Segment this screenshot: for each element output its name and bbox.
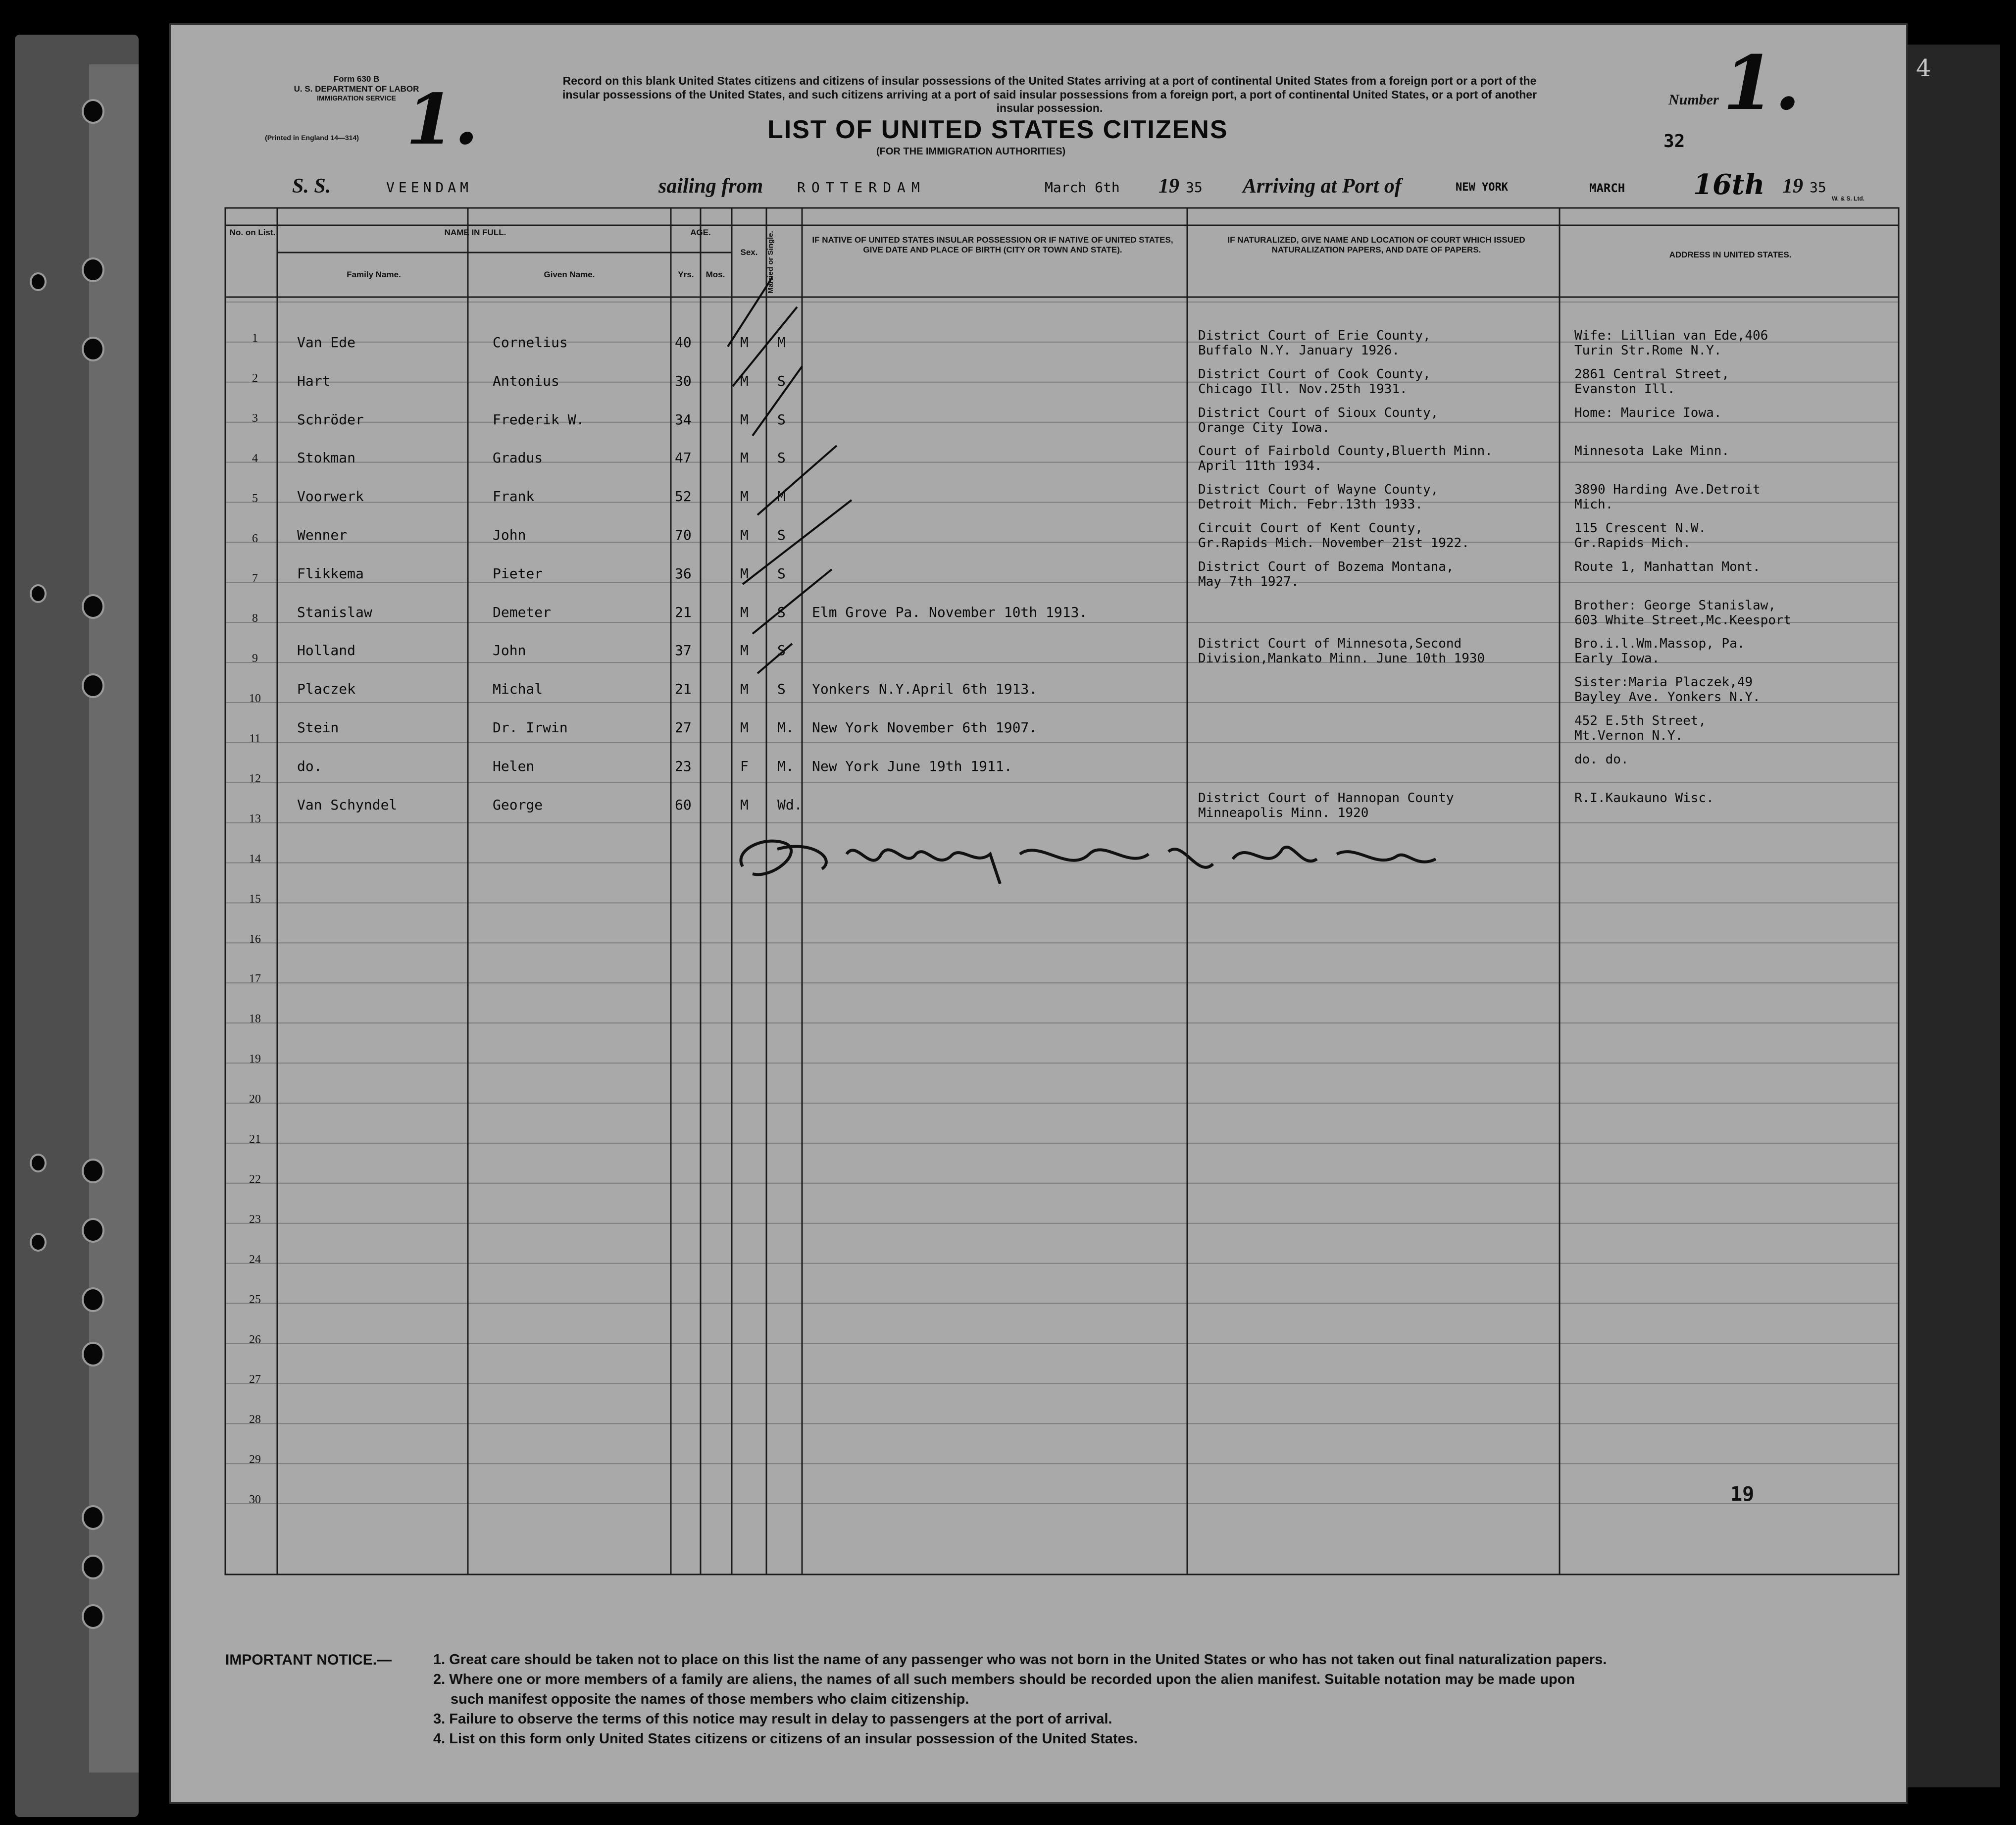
stamp-number: 32 (1663, 131, 1685, 152)
given-name: Gradus (493, 450, 543, 466)
header-age: AGE. (690, 228, 711, 237)
line-number: 2 (252, 371, 258, 385)
court-line-2: Buffalo N.Y. January 1926. (1198, 343, 1400, 358)
given-name: Frank (493, 488, 535, 505)
printed-note: (Printed in England 14—314) (265, 134, 359, 142)
age-years: 36 (675, 565, 692, 582)
court-line-2: Orange City Iowa. (1198, 420, 1330, 435)
ss-label: S. S. (292, 175, 331, 198)
family-name: Schröder (297, 411, 364, 428)
age-years: 40 (675, 334, 692, 351)
address-line-1: 2861 Central Street, (1574, 366, 1730, 382)
court-line-2: Detroit Mich. Febr.13th 1933. (1198, 497, 1423, 512)
sex: M (740, 488, 749, 505)
court-line-1: District Court of Bozema Montana, (1198, 559, 1454, 574)
birth-place-date: New York June 19th 1911. (812, 758, 1012, 774)
age-years: 60 (675, 796, 692, 813)
page-number: 19 (1730, 1483, 1755, 1506)
age-years: 52 (675, 488, 692, 505)
address-line-2: 603 White Street,Mc.Keesport (1574, 612, 1792, 628)
line-number: 3 (252, 411, 258, 425)
address-line-2: Mich. (1574, 497, 1613, 512)
family-name: Van Ede (297, 334, 356, 351)
given-name: John (493, 527, 526, 543)
form-number: Form 630 B (333, 74, 380, 84)
binder-hole (30, 1154, 47, 1172)
line-number: 9 (252, 652, 258, 665)
marital-status: S (777, 411, 786, 428)
line-number: 23 (249, 1213, 261, 1226)
line-number: 16 (249, 932, 261, 946)
header-name-in-full: NAME IN FULL. (444, 228, 506, 237)
age-years: 21 (675, 604, 692, 620)
line-number: 30 (249, 1493, 261, 1507)
line-number: 22 (249, 1172, 261, 1186)
address-line-1: 115 Crescent N.W. (1574, 521, 1707, 536)
family-name: Stokman (297, 450, 356, 466)
binder-hole (30, 1233, 47, 1252)
binder-hole (82, 1342, 104, 1367)
family-name: Placzek (297, 681, 356, 698)
court-line-2: Gr.Rapids Mich. November 21st 1922. (1198, 536, 1469, 551)
arrival-port: NEW YORK (1456, 181, 1508, 194)
check-stroke (753, 569, 832, 634)
address-line-1: Route 1, Manhattan Mont. (1574, 559, 1761, 574)
header-given-name: Given Name. (544, 270, 595, 279)
address-line-1: R.I.Kaukauno Wisc. (1574, 790, 1714, 806)
age-years: 34 (675, 411, 692, 428)
address-line-2: Turin Str.Rome N.Y. (1574, 343, 1722, 358)
arrival-day: 16th (1693, 168, 1765, 201)
inspector-signature (723, 819, 1475, 894)
instruction-text: Record on this blank United States citizens and citizens of insular possessions of the United States arriving at a port of continental United States from a foreign port or a port of the insular possessions of the United States, and such citizens arriving at a port of said insular possessions from a foreign port, a port of continental United States, or a port of another insular possession. (562, 74, 1537, 115)
address-line-1: 452 E.5th Street, (1574, 713, 1707, 728)
marital-status: S (777, 681, 786, 698)
line-number: 28 (249, 1413, 261, 1426)
birth-place-date: Yonkers N.Y.April 6th 1913. (812, 681, 1038, 698)
sailing-from-label: sailing from (658, 175, 763, 198)
court-line-1: District Court of Minnesota,Second (1198, 636, 1462, 652)
given-name: Dr. Irwin (493, 719, 568, 736)
family-name: Van Schyndel (297, 796, 398, 813)
sex: M (740, 334, 749, 351)
line-number: 4 (252, 452, 258, 465)
header-family-name: Family Name. (347, 270, 401, 279)
given-name: Cornelius (493, 334, 568, 351)
sex: M (740, 565, 749, 582)
check-stroke (757, 644, 792, 673)
court-line-2: May 7th 1927. (1198, 574, 1299, 589)
line-number: 11 (249, 732, 261, 745)
marital-status: M. (777, 758, 794, 774)
line-number: 27 (249, 1373, 261, 1386)
given-name: Demeter (493, 604, 552, 620)
marital-status: Wd. (777, 796, 803, 813)
sex: M (740, 642, 749, 659)
line-number: 17 (249, 972, 261, 986)
sex: M (740, 372, 749, 389)
marital-status: S (777, 604, 786, 620)
arriving-label: Arriving at Port of (1243, 175, 1402, 198)
marital-status: S (777, 642, 786, 659)
birth-place-date: Elm Grove Pa. November 10th 1913. (812, 604, 1088, 620)
header-address: ADDRESS IN UNITED STATES. (1669, 250, 1792, 259)
sex: M (740, 681, 749, 698)
age-years: 23 (675, 758, 692, 774)
given-name: Michal (493, 681, 543, 698)
line-number: 12 (249, 772, 261, 785)
department: U. S. DEPARTMENT OF LABOR (294, 84, 419, 94)
court-line-2: April 11th 1934. (1198, 458, 1322, 474)
binder-hole (82, 594, 104, 619)
sex: M (740, 604, 749, 620)
binder-hole (82, 257, 104, 282)
line-number: 8 (252, 612, 258, 625)
court-line-2: Minneapolis Minn. 1920 (1198, 805, 1369, 820)
given-name: John (493, 642, 526, 659)
court-line-1: District Court of Cook County, (1198, 366, 1431, 382)
address-line-1: Bro.i.l.Wm.Massop, Pa. (1574, 636, 1745, 652)
age-years: 47 (675, 450, 692, 466)
signature-text: J.C.Loughlin Insp 8.30 a.m. (733, 891, 739, 892)
marital-status: S (777, 372, 786, 389)
address-line-1: do. do. (1574, 752, 1629, 767)
list-mark: 1. (406, 79, 479, 160)
arrival-year-prefix: 19 (1782, 175, 1803, 198)
given-name: George (493, 796, 543, 813)
sex: F (740, 758, 749, 774)
arrival-year: 35 (1810, 179, 1826, 196)
line-number: 29 (249, 1453, 261, 1467)
marital-status: M (777, 334, 786, 351)
sex: M (740, 527, 749, 543)
header-married-single: Married or Single. (766, 231, 775, 294)
line-number: 20 (249, 1093, 261, 1106)
departure-date: March 6th (1045, 179, 1120, 196)
court-line-1: District Court of Sioux County, (1198, 405, 1439, 420)
family-name: Holland (297, 642, 356, 659)
age-years: 70 (675, 527, 692, 543)
binder-hole (82, 1505, 104, 1530)
binder-hole (82, 1159, 104, 1183)
age-years: 21 (675, 681, 692, 698)
line-number: 18 (249, 1013, 261, 1026)
header-yrs: Yrs. (678, 270, 694, 279)
line-number: 7 (252, 572, 258, 585)
arrival-month: MARCH (1589, 181, 1625, 195)
line-number: 10 (249, 692, 261, 706)
marital-status: M. (777, 719, 794, 736)
header-naturalized: IF NATURALIZED, GIVE NAME AND LOCATION OF COURT WHICH ISSUED NATURALIZATION PAPERS, AND DATE OF PAPERS. (1227, 235, 1525, 255)
family-name: Voorwerk (297, 488, 364, 505)
age-years: 37 (675, 642, 692, 659)
court-line-1: District Court of Wayne County, (1198, 482, 1439, 498)
departure-year-prefix: 19 (1159, 175, 1179, 198)
address-line-1: Sister:Maria Placzek,49 (1574, 675, 1753, 690)
header-native: IF NATIVE OF UNITED STATES INSULAR POSSESSION OR IF NATIVE OF UNITED STATES, GIVE DATE AND PLACE OF BIRTH (CITY OR TOWN AND STATE). (812, 235, 1173, 255)
address-line-2: Early Iowa. (1574, 651, 1660, 666)
header-mos: Mos. (706, 270, 725, 279)
binder-hole (82, 1287, 104, 1312)
notice-heading: IMPORTANT NOTICE.— (225, 1652, 392, 1668)
family-name: Hart (297, 372, 331, 389)
address-line-1: 3890 Harding Ave.Detroit (1574, 482, 1761, 498)
binder-hole (82, 1218, 104, 1243)
given-name: Antonius (493, 372, 559, 389)
family-name: Stein (297, 719, 339, 736)
given-name: Pieter (493, 565, 543, 582)
from-port: ROTTERDAM (797, 179, 926, 196)
family-name: do. (297, 758, 322, 774)
binder-hole (30, 584, 47, 603)
address-line-2: Gr.Rapids Mich. (1574, 536, 1691, 551)
notice-item-4: 4. List on this form only United States citizens or citizens of an insular possession of the United States. (433, 1731, 1138, 1747)
sex: M (740, 411, 749, 428)
line-number: 26 (249, 1333, 261, 1346)
line-number: 5 (252, 492, 258, 505)
page-title: LIST OF UNITED STATES CITIZENS (767, 115, 1228, 144)
address-line-1: Home: Maurice Iowa. (1574, 405, 1722, 420)
printer-mark: W. & S. Ltd. (1832, 195, 1865, 202)
age-years: 30 (675, 372, 692, 389)
service: IMMIGRATION SERVICE (317, 94, 396, 102)
binder-hole (82, 337, 104, 361)
age-years: 27 (675, 719, 692, 736)
birth-place-date: New York November 6th 1907. (812, 719, 1038, 736)
sex: M (740, 450, 749, 466)
sex: M (740, 719, 749, 736)
line-number: 6 (252, 532, 258, 545)
line-number: 19 (249, 1053, 261, 1066)
number-value: 1. (1723, 40, 1801, 127)
marital-status: S (777, 450, 786, 466)
court-line-1: District Court of Erie County, (1198, 328, 1431, 343)
corner-mark: 4 (1916, 54, 1931, 82)
notice-item-2-cont: such manifest opposite the names of those members who claim citizenship. (451, 1691, 969, 1707)
marital-status: S (777, 565, 786, 582)
court-line-1: Court of Fairbold County,Bluerth Minn. (1198, 444, 1493, 459)
page-subtitle: (FOR THE IMMIGRATION AUTHORITIES) (876, 146, 1066, 157)
family-name: Stanislaw (297, 604, 372, 620)
departure-year: 35 (1186, 179, 1203, 196)
binder-hole (82, 1604, 104, 1629)
court-line-1: Circuit Court of Kent County, (1198, 521, 1423, 536)
court-line-1: District Court of Hannopan County (1198, 790, 1454, 806)
family-name: Wenner (297, 527, 348, 543)
marital-status: S (777, 527, 786, 543)
court-line-2: Division,Mankato Minn. June 10th 1930 (1198, 651, 1485, 666)
line-number: 25 (249, 1293, 261, 1306)
ship-name: VEENDAM (386, 179, 473, 196)
notice-item-3: 3. Failure to observe the terms of this notice may result in delay to passengers at the port of arrival. (433, 1711, 1112, 1727)
family-name: Flikkema (297, 565, 364, 582)
address-line-2: Bayley Ave. Yonkers N.Y. (1574, 690, 1761, 705)
notice-item-2: 2. Where one or more members of a family are aliens, the names of all such members should be recorded upon the alien manifest. Suitable notation may be made upon (433, 1672, 1575, 1687)
court-line-2: Chicago Ill. Nov.25th 1931. (1198, 381, 1408, 397)
binder-hole (82, 673, 104, 698)
address-line-2: Evanston Ill. (1574, 381, 1675, 397)
given-name: Frederik W. (493, 411, 585, 428)
address-line-1: Wife: Lillian van Ede,406 (1574, 328, 1768, 343)
header-sex: Sex. (740, 248, 758, 257)
line-number: 14 (249, 852, 261, 865)
line-number: 1 (252, 332, 258, 345)
number-label: Number (1668, 92, 1719, 108)
notice-item-1: 1. Great care should be taken not to place on this list the name of any passenger who was not born in the United States or who has not taken out final naturalization papers. (433, 1652, 1607, 1668)
sex: M (740, 796, 749, 813)
marital-status: M (777, 488, 786, 505)
address-line-2: Mt.Vernon N.Y. (1574, 728, 1683, 743)
binder-hole (82, 1555, 104, 1579)
binder-hole (30, 272, 47, 291)
given-name: Helen (493, 758, 535, 774)
line-number: 24 (249, 1253, 261, 1266)
line-number: 21 (249, 1133, 261, 1146)
line-number: 13 (249, 812, 261, 825)
header-no: No. on List. (229, 228, 276, 237)
check-stroke (757, 446, 837, 515)
binder-hole (82, 99, 104, 124)
address-line-1: Minnesota Lake Minn. (1574, 444, 1730, 459)
address-line-1: Brother: George Stanislaw, (1574, 598, 1776, 613)
line-number: 15 (249, 892, 261, 906)
